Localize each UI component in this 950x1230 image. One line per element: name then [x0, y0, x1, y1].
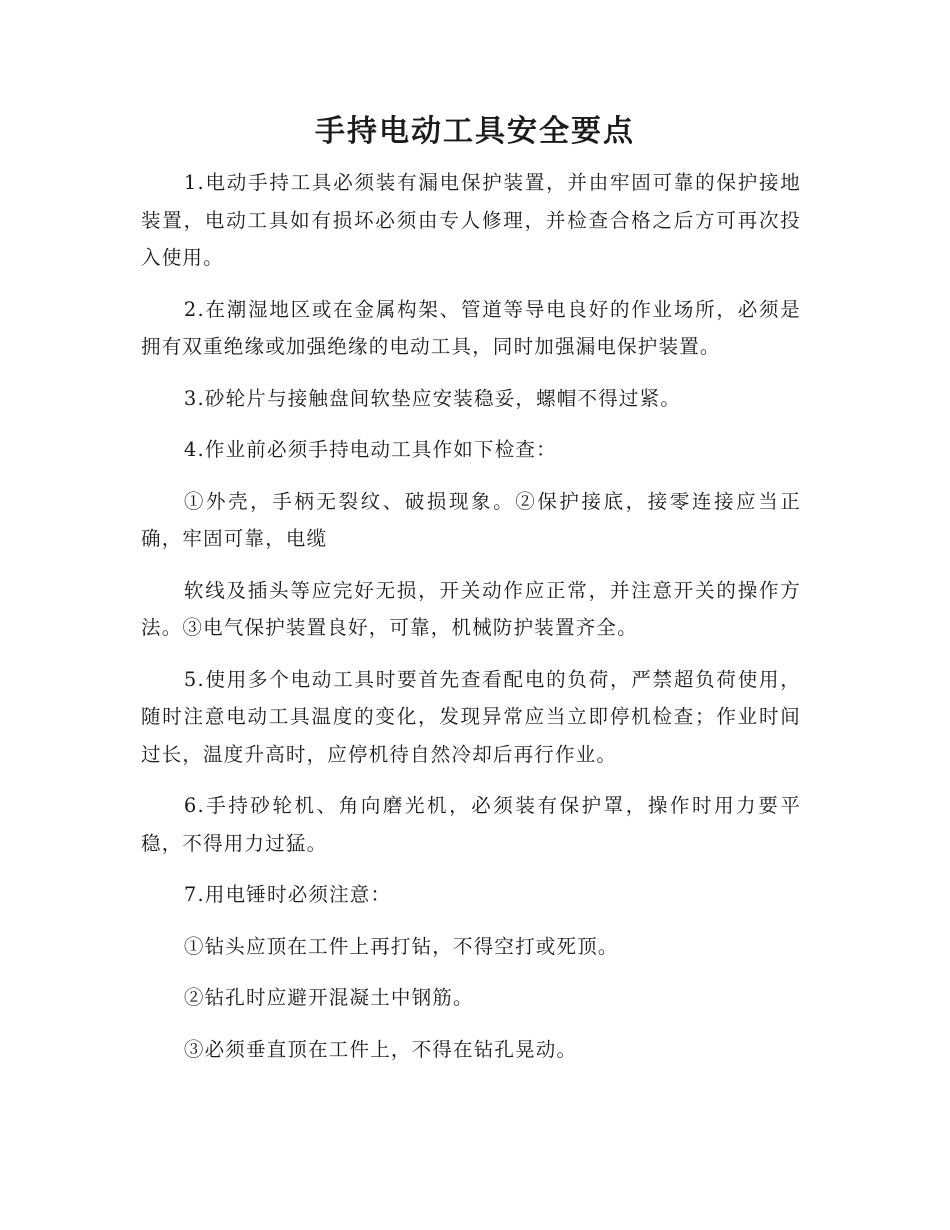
paragraph-7: 5.使用多个电动工具时要首先查看配电的负荷，严禁超负荷使用，随时注意电动工具温度的变化，发现异常应当立即停机检查；作业时间过长，温度升高时，应停机待自然冷却后再行作业。: [141, 667, 801, 766]
paragraph-10: ①钻头应顶在工件上再打钻，不得空打或死顶。: [183, 934, 619, 958]
paragraph-2: 2.在潮湿地区或在金属构架、管道等导电良好的作业场所，必须是拥有双重绝缘或加强绝缘的电动工具，同时加强漏电保护装置。: [141, 297, 801, 358]
document-title: 手持电动工具安全要点: [315, 114, 635, 149]
paragraph-5: ①外壳，手柄无裂纹、破损现象。②保护接底，接零连接应当正确，牢固可靠，电缆: [141, 489, 801, 550]
paragraph-4: 4.作业前必须手持电动工具作如下检查：: [183, 438, 557, 461]
paragraph-1: 1.电动手持工具必须装有漏电保护装置，并由牢固可靠的保护接地装置，电动工具如有损坏必须由专人修理，并检查合格之后方可再次投入使用。: [141, 171, 801, 269]
paragraph-6: 软线及插头等应完好无损，开关动作应正常，并注意开关的操作方法。③电气保护装置良好，可靠，机械防护装置齐全。: [141, 578, 801, 639]
paragraph-8: 6.手持砂轮机、角向磨光机，必须装有保护罩，操作时用力要平稳，不得用力过猛。: [141, 794, 801, 855]
paragraph-11: ②钻孔时应避开混凝土中钢筋。: [183, 986, 474, 1009]
document-body: [141, 164, 801, 1082]
paragraph-3: 3.砂轮片与接触盘间软垫应安装稳妥，螺帽不得过紧。: [183, 386, 681, 410]
paragraph-9: 7.用电锤时必须注意：: [183, 883, 392, 906]
paragraph-12: ③必须垂直顶在工件上，不得在钻孔晃动。: [183, 1037, 578, 1061]
